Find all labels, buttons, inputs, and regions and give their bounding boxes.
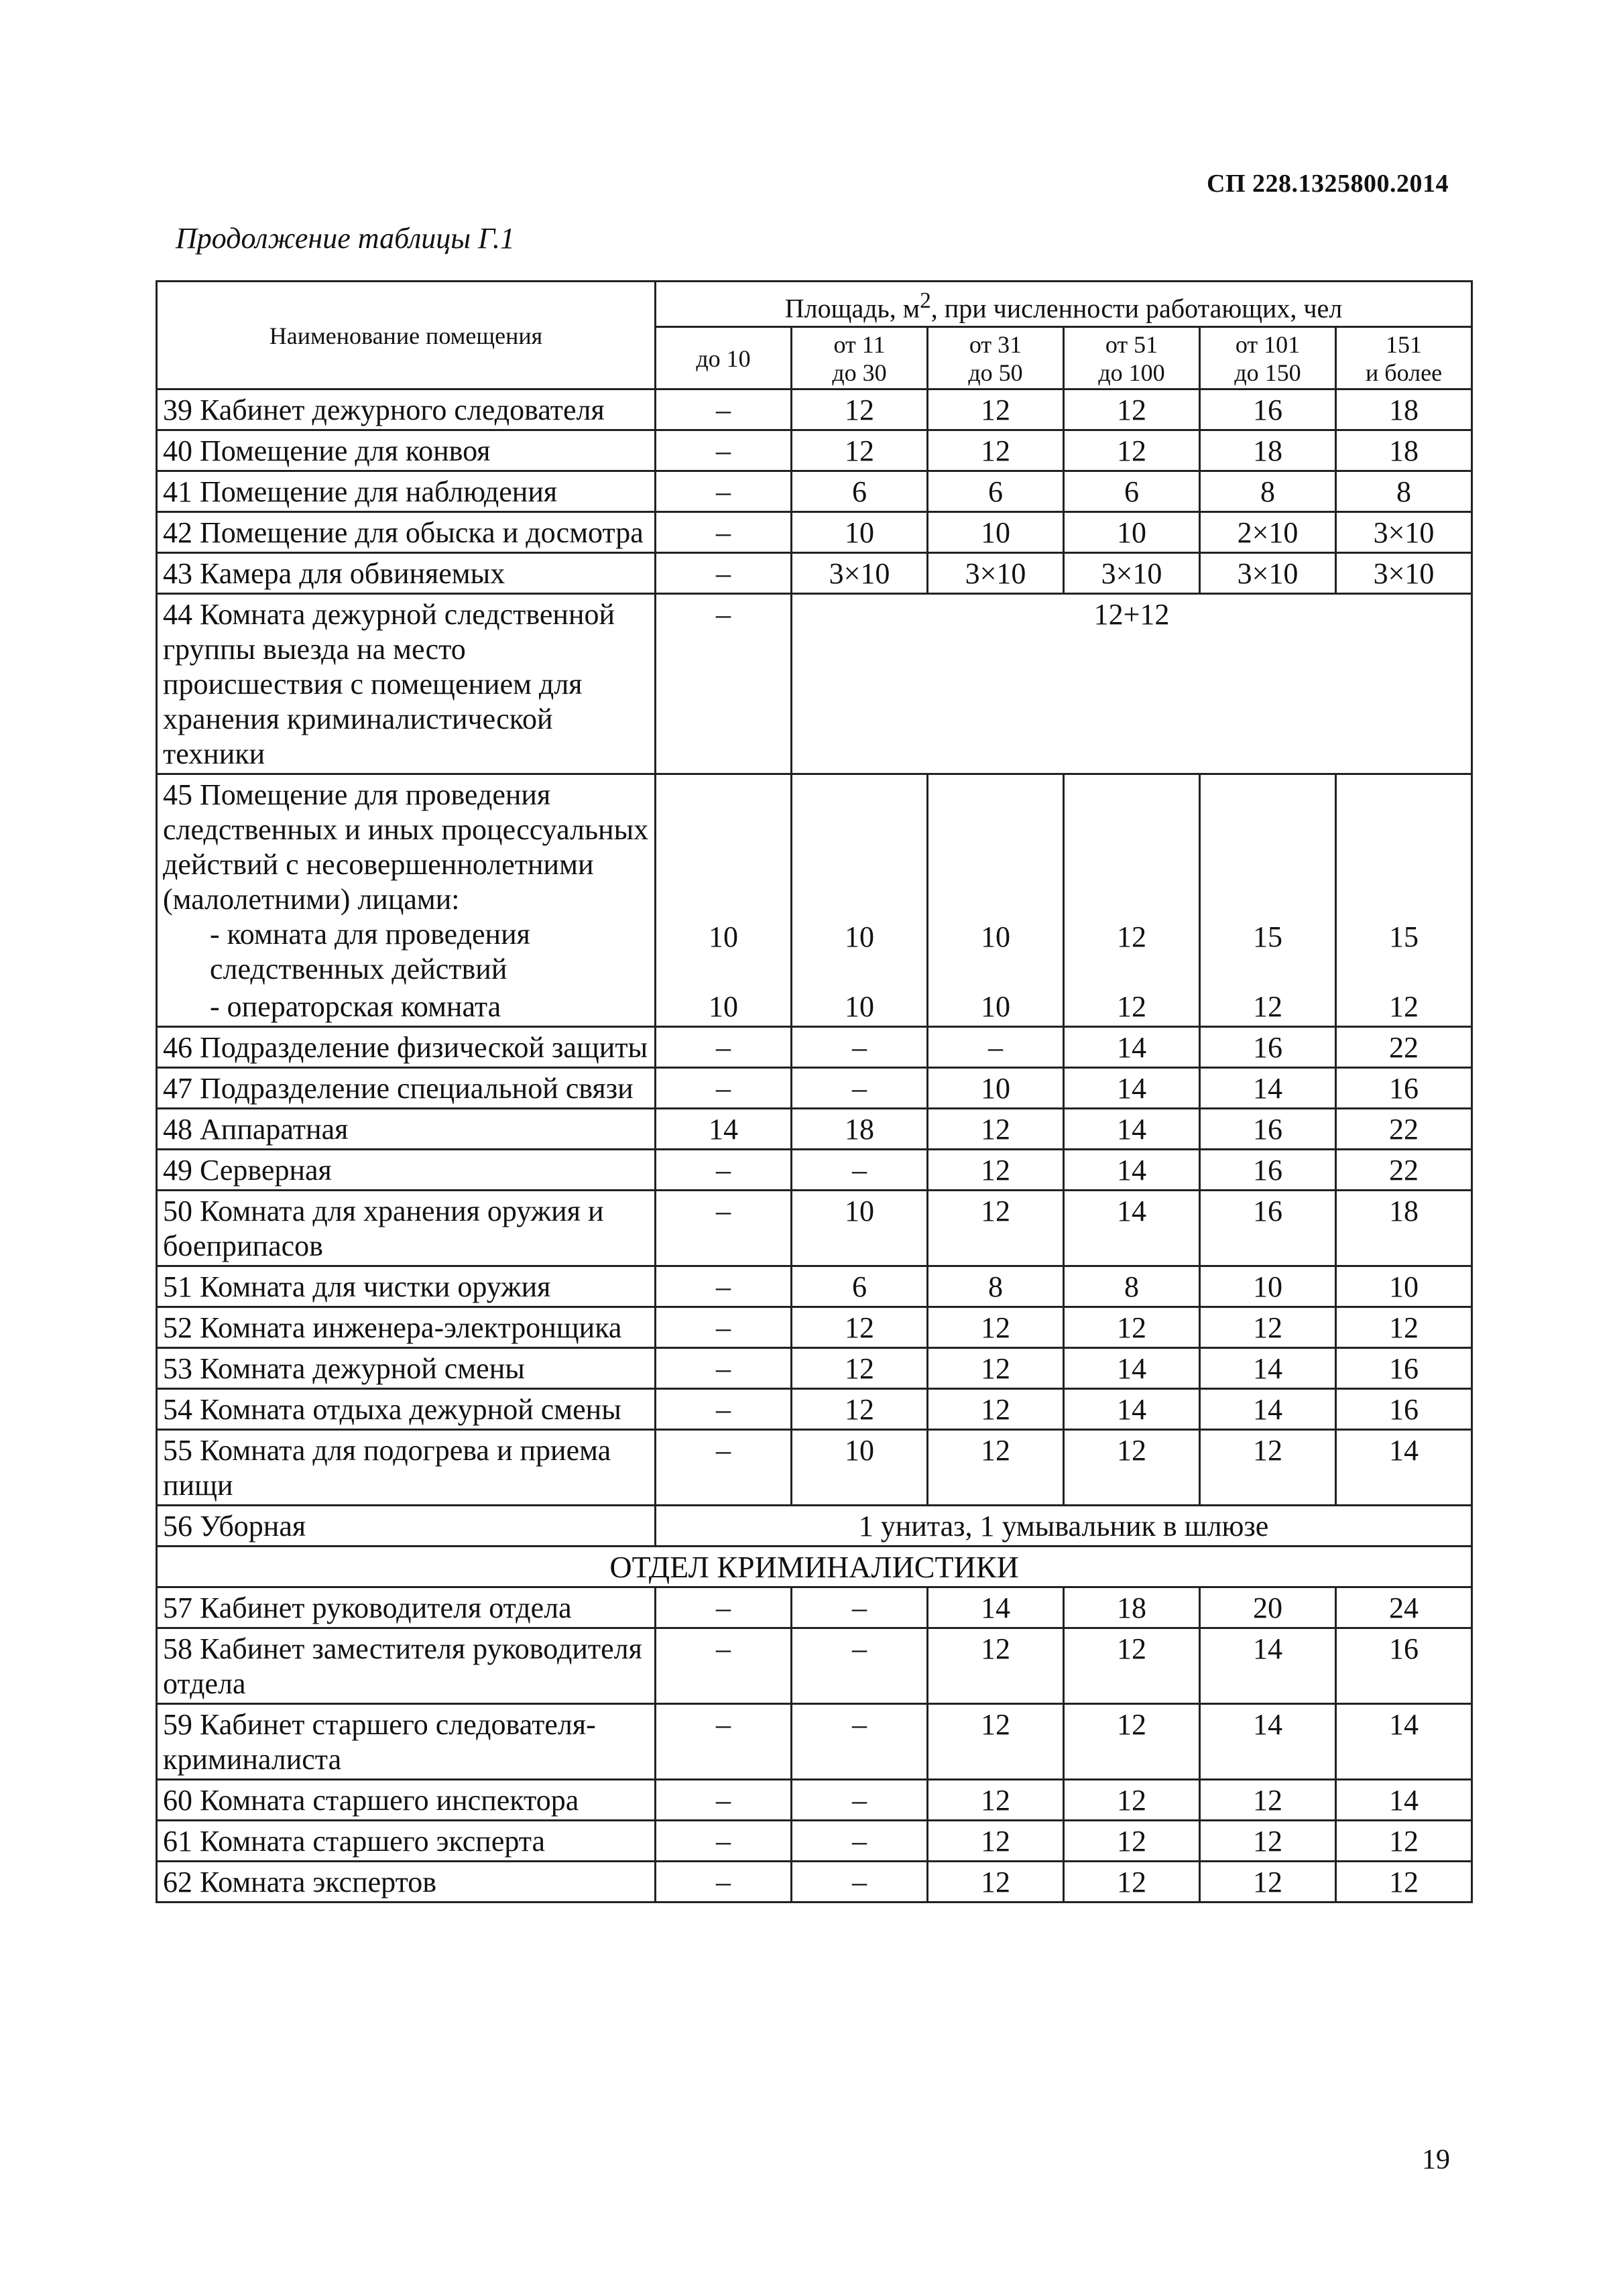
area-value: 12: [1117, 920, 1146, 954]
area-value: 12: [792, 1307, 928, 1348]
table-row: [157, 1628, 1472, 1704]
room-name: 50 Комната для хранения оружия и боеприпасов: [157, 1191, 656, 1266]
area-value: 10: [792, 512, 928, 553]
area-value: 12: [1200, 1821, 1336, 1862]
area-value: –: [792, 1704, 928, 1780]
area-value: 12: [1253, 990, 1282, 1024]
room-name: 39 Кабинет дежурного следователя: [157, 389, 656, 430]
area-value: –: [656, 471, 792, 512]
room-name: 49 Серверная: [157, 1150, 656, 1191]
room-name: 55 Комната для подогрева и приема пищи: [157, 1430, 656, 1506]
area-value: –: [656, 1150, 792, 1191]
area-value: 8: [928, 1266, 1064, 1307]
area-value: 12: [928, 389, 1064, 430]
area-value: –: [656, 1348, 792, 1389]
area-value: 12: [1336, 1821, 1472, 1862]
area-value: –: [792, 1027, 928, 1068]
area-value: –: [656, 1628, 792, 1704]
area-value: 8: [1336, 471, 1472, 512]
column-header-range: [1064, 327, 1200, 389]
room-name: 52 Комната инженера-электронщика: [157, 1307, 656, 1348]
area-value: 12: [1064, 1862, 1200, 1902]
room-name: 58 Кабинет заместителя руководителя отдела: [157, 1628, 656, 1704]
area-value: 10: [845, 920, 874, 954]
area-value: 14: [1064, 1191, 1200, 1266]
room-name: 40 Помещение для конвоя: [157, 430, 656, 471]
area-value: 10: [845, 990, 874, 1024]
area-value: 10: [981, 990, 1010, 1024]
area-value: –: [656, 1821, 792, 1862]
range-line-2: до 50: [968, 359, 1023, 387]
area-value: 6: [792, 471, 928, 512]
area-value: 2×10: [1200, 512, 1336, 553]
area-value: 8: [1200, 471, 1336, 512]
area-value: 22: [1336, 1109, 1472, 1150]
area-value: –: [656, 1266, 792, 1307]
area-value: 14: [1064, 1150, 1200, 1191]
area-value: 18: [1200, 430, 1336, 471]
range-line-1: от 11: [833, 331, 886, 359]
table-row: [157, 1862, 1472, 1902]
room-name: 57 Кабинет руководителя отдела: [157, 1587, 656, 1628]
table-body: [157, 389, 1472, 1902]
room-name: 43 Камера для обвиняемых: [157, 553, 656, 594]
area-value: 16: [1200, 1027, 1336, 1068]
table-row: [157, 1704, 1472, 1780]
sub-room-name: - комната для проведения следственных действий: [210, 918, 530, 986]
area-value: 14: [1064, 1109, 1200, 1150]
area-value: 14: [1064, 1027, 1200, 1068]
area-value: 3×10: [1064, 553, 1200, 594]
area-value: 14: [1200, 1068, 1336, 1109]
area-value: 14: [1064, 1348, 1200, 1389]
room-name: 41 Помещение для наблюдения: [157, 471, 656, 512]
area-value: 12: [928, 1348, 1064, 1389]
room-name: 44 Комната дежурной следственной группы выезда на место происшествия с помещением для хранения криминалистической техники: [157, 594, 656, 774]
range-line-1: от 51: [1105, 331, 1158, 359]
area-value-cell: [1200, 774, 1336, 1027]
area-value: 12: [928, 1150, 1064, 1191]
area-value: 16: [1336, 1068, 1472, 1109]
area-value: –: [656, 512, 792, 553]
area-value: 12: [1064, 1821, 1200, 1862]
area-value: 12: [1336, 1307, 1472, 1348]
area-value: 18: [792, 1109, 928, 1150]
column-header-range: [1336, 327, 1472, 389]
sub-room-name: - операторская комната: [210, 990, 501, 1024]
area-value: 10: [709, 990, 738, 1024]
area-value: 18: [1064, 1587, 1200, 1628]
range-line-2: до 30: [832, 359, 887, 387]
table-row: [157, 512, 1472, 553]
table-row: [157, 1109, 1472, 1150]
area-value: 18: [1336, 430, 1472, 471]
room-name: 42 Помещение для обыска и досмотра: [157, 512, 656, 553]
room-name: 62 Комната экспертов: [157, 1862, 656, 1902]
area-value: –: [792, 1628, 928, 1704]
area-value: 12: [1064, 389, 1200, 430]
area-value: 16: [1336, 1348, 1472, 1389]
area-value: 3×10: [1336, 553, 1472, 594]
table-row: [157, 1821, 1472, 1862]
area-value: 16: [1200, 1191, 1336, 1266]
area-value: 14: [1064, 1068, 1200, 1109]
table-row: [157, 1780, 1472, 1821]
area-value: 10: [1064, 512, 1200, 553]
table-row: [157, 1348, 1472, 1389]
room-name: 46 Подразделение физической защиты: [157, 1027, 656, 1068]
range-line-1: от 101: [1235, 331, 1301, 359]
room-group-title: 45 Помещение для проведения следственных и иных процессуальных действий с несовершеннолетними (малолетними) лицами:: [163, 778, 649, 916]
area-value: 10: [981, 920, 1010, 954]
page-number: 19: [1422, 2144, 1450, 2175]
area-value: 18: [1336, 389, 1472, 430]
area-value: 12: [792, 1389, 928, 1430]
area-value: 16: [1200, 1150, 1336, 1191]
column-header-area: [656, 282, 1472, 327]
column-header-range: [1200, 327, 1336, 389]
room-name: 51 Комната для чистки оружия: [157, 1266, 656, 1307]
area-value: –: [656, 1027, 792, 1068]
column-header-name: Наименование помещения: [157, 282, 656, 389]
area-value: 10: [1200, 1266, 1336, 1307]
area-value: 8: [1064, 1266, 1200, 1307]
area-value: 10: [928, 512, 1064, 553]
area-value: –: [656, 553, 792, 594]
area-value: 12: [928, 1430, 1064, 1506]
area-value: 10: [928, 1068, 1064, 1109]
area-value: 12: [1200, 1862, 1336, 1902]
room-name: 56 Уборная: [157, 1506, 656, 1547]
area-value: 16: [1200, 1109, 1336, 1150]
area-value: –: [656, 594, 792, 774]
table-row: [157, 1587, 1472, 1628]
area-value: –: [656, 1068, 792, 1109]
area-value: 12: [928, 1780, 1064, 1821]
area-value: 14: [1200, 1348, 1336, 1389]
range-line-2: до 150: [1234, 359, 1301, 387]
area-value: –: [656, 1862, 792, 1902]
area-value: 12: [928, 1704, 1064, 1780]
area-value: 22: [1336, 1027, 1472, 1068]
area-value: –: [792, 1780, 928, 1821]
area-value-merged: 1 унитаз, 1 умывальник в шлюзе: [656, 1506, 1472, 1547]
range-line-2: и более: [1366, 359, 1443, 387]
area-value: 12: [928, 1191, 1064, 1266]
area-value: 14: [656, 1109, 792, 1150]
room-name: 60 Комната старшего инспектора: [157, 1780, 656, 1821]
area-value: 3×10: [792, 553, 928, 594]
table-row: [157, 774, 1472, 1027]
area-value: 12: [1064, 1307, 1200, 1348]
room-name: 53 Комната дежурной смены: [157, 1348, 656, 1389]
area-value: –: [656, 389, 792, 430]
range-line-1: до 10: [696, 345, 751, 373]
area-value: 6: [928, 471, 1064, 512]
table-row: [157, 553, 1472, 594]
area-value: 12: [792, 1348, 928, 1389]
room-name: 59 Кабинет старшего следователя-криминалиста: [157, 1704, 656, 1780]
area-value: 14: [1200, 1704, 1336, 1780]
area-value-merged: 12+12: [792, 594, 1472, 774]
area-header-superscript: 2: [920, 288, 931, 313]
area-value: 3×10: [1336, 512, 1472, 553]
table-row: [157, 1027, 1472, 1068]
area-value: 12: [1064, 1430, 1200, 1506]
area-value: –: [656, 430, 792, 471]
area-header-prefix: Площадь, м: [784, 293, 920, 324]
area-value: 22: [1336, 1150, 1472, 1191]
area-value: –: [928, 1027, 1064, 1068]
area-value: 10: [1336, 1266, 1472, 1307]
area-value-cell: [656, 774, 792, 1027]
area-value: 24: [1336, 1587, 1472, 1628]
area-value: 6: [792, 1266, 928, 1307]
area-value: 10: [792, 1191, 928, 1266]
area-value: 12: [792, 430, 928, 471]
area-value: 12: [1064, 1628, 1200, 1704]
area-value: 12: [928, 1862, 1064, 1902]
area-value: 15: [1253, 920, 1282, 954]
area-value: 12: [792, 389, 928, 430]
area-value: 18: [1336, 1191, 1472, 1266]
table-continuation-caption: Продолжение таблицы Г.1: [176, 222, 515, 255]
area-value: 15: [1389, 920, 1419, 954]
room-name: 48 Аппаратная: [157, 1109, 656, 1150]
area-value: 3×10: [1200, 553, 1336, 594]
area-value: –: [656, 1780, 792, 1821]
range-line-1: от 31: [969, 331, 1022, 359]
area-value: 12: [928, 1109, 1064, 1150]
table-row: [157, 389, 1472, 430]
table-row: [157, 471, 1472, 512]
area-value: –: [656, 1191, 792, 1266]
area-value: –: [792, 1068, 928, 1109]
area-value: 10: [792, 1430, 928, 1506]
premises-area-table: [156, 280, 1473, 1903]
table-row: [157, 1191, 1472, 1266]
area-value: 12: [1336, 1862, 1472, 1902]
room-name: 47 Подразделение специальной связи: [157, 1068, 656, 1109]
area-value: 12: [1064, 1704, 1200, 1780]
room-name: 61 Комната старшего эксперта: [157, 1821, 656, 1862]
section-title: ОТДЕЛ КРИМИНАЛИСТИКИ: [157, 1547, 1472, 1587]
table-header: [157, 282, 1472, 389]
table-row: [157, 1506, 1472, 1547]
area-value: 14: [1200, 1628, 1336, 1704]
table-row: [157, 1307, 1472, 1348]
area-value: 14: [1336, 1780, 1472, 1821]
area-value-cell: [792, 774, 928, 1027]
area-value: 16: [1336, 1389, 1472, 1430]
table-row: [157, 1430, 1472, 1506]
table-row: [157, 1389, 1472, 1430]
table-row: [157, 594, 1472, 774]
room-name: [157, 774, 656, 1027]
area-value-cell: [1064, 774, 1200, 1027]
table-row: [157, 1150, 1472, 1191]
area-value: –: [792, 1862, 928, 1902]
area-value: 14: [1200, 1389, 1336, 1430]
area-value-cell: [1336, 774, 1472, 1027]
area-value: 12: [1200, 1307, 1336, 1348]
area-value: 12: [1200, 1780, 1336, 1821]
area-value: 3×10: [928, 553, 1064, 594]
area-value: 12: [928, 1628, 1064, 1704]
area-value: –: [656, 1704, 792, 1780]
table-row: [157, 1266, 1472, 1307]
area-header-suffix: , при численности работающих, чел: [930, 293, 1343, 324]
area-value: –: [656, 1389, 792, 1430]
area-value: 10: [709, 920, 738, 954]
area-value: 14: [1336, 1430, 1472, 1506]
section-row: [157, 1547, 1472, 1587]
area-value: 12: [928, 1389, 1064, 1430]
table-row: [157, 430, 1472, 471]
room-name: 54 Комната отдыха дежурной смены: [157, 1389, 656, 1430]
area-value-cell: [928, 774, 1064, 1027]
area-value: 14: [1336, 1704, 1472, 1780]
area-value: 16: [1200, 389, 1336, 430]
area-value: –: [656, 1307, 792, 1348]
column-header-range: [928, 327, 1064, 389]
area-value: –: [792, 1587, 928, 1628]
area-value: –: [792, 1821, 928, 1862]
area-value: 6: [1064, 471, 1200, 512]
area-value: 12: [1389, 990, 1419, 1024]
area-value: 12: [928, 430, 1064, 471]
area-value: –: [656, 1587, 792, 1628]
area-value: 12: [928, 1307, 1064, 1348]
area-value: 12: [1064, 430, 1200, 471]
area-value: –: [656, 1430, 792, 1506]
range-line-2: до 100: [1098, 359, 1165, 387]
area-value: 12: [1117, 990, 1146, 1024]
area-value: 12: [1200, 1430, 1336, 1506]
area-value: 12: [1064, 1780, 1200, 1821]
column-header-range: [792, 327, 928, 389]
area-value: 20: [1200, 1587, 1336, 1628]
document-code: СП 228.1325800.2014: [1207, 170, 1449, 198]
area-value: 16: [1336, 1628, 1472, 1704]
area-value: 12: [928, 1821, 1064, 1862]
column-header-range: [656, 327, 792, 389]
area-value: 14: [1064, 1389, 1200, 1430]
area-value: –: [792, 1150, 928, 1191]
table-row: [157, 1068, 1472, 1109]
area-value: 14: [928, 1587, 1064, 1628]
range-line-1: 151: [1386, 331, 1423, 359]
